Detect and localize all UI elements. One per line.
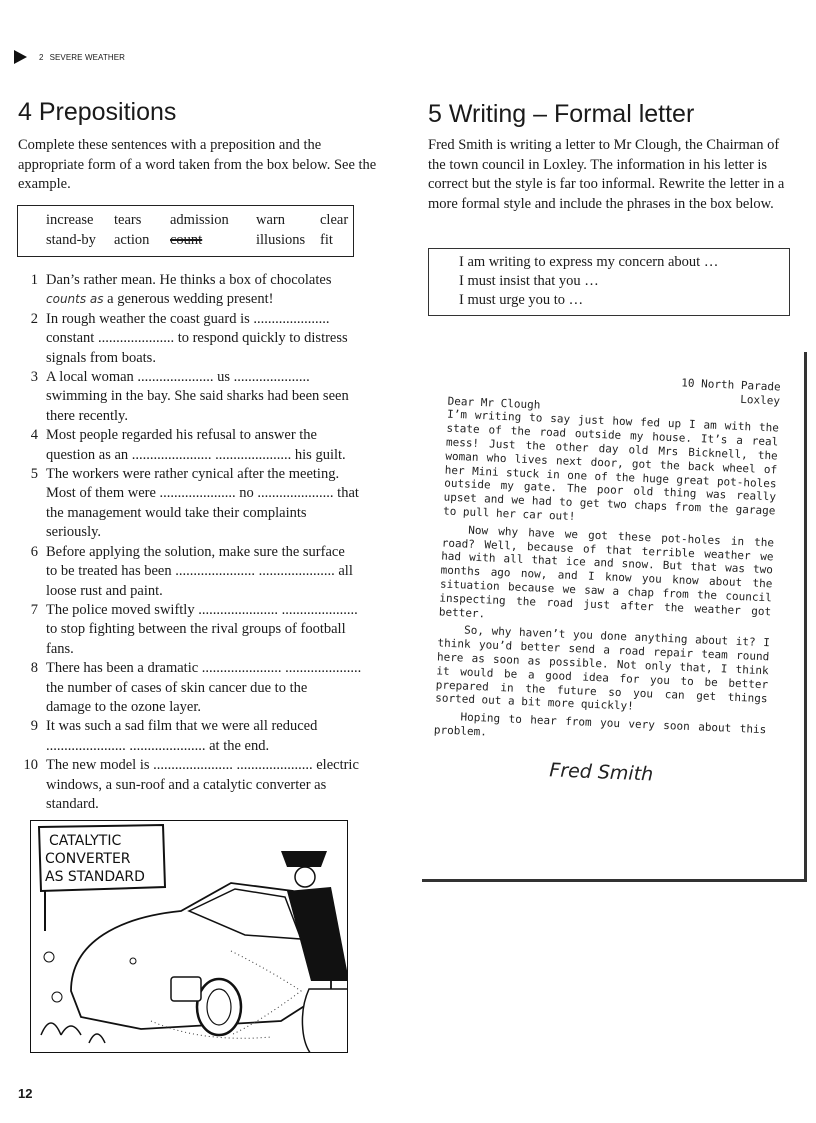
woman-figure bbox=[302, 989, 348, 1053]
item-line: The new model is ...................... ..................... electric bbox=[46, 757, 359, 774]
item-number: 3 bbox=[30, 369, 38, 386]
item-line: windows, a sun-roof and a catalytic converter as bbox=[46, 776, 327, 793]
box-word: illusions bbox=[256, 232, 306, 248]
item-line: The police moved swiftly ...................... ..................... bbox=[46, 601, 358, 618]
sign-line: CATALYTIC bbox=[49, 833, 122, 849]
item-line: Most people regarded his refusal to answer the bbox=[46, 427, 317, 444]
item-line: the number of cases of skin cancer due to the bbox=[46, 679, 308, 696]
item-line: loose rust and paint. bbox=[46, 582, 163, 599]
section5-intro: Fred Smith is writing a letter to Mr Clough, the Chairman of the town council in Loxley. The information in his letter is correct but the style is far too informal. Rewrite the letter in a more formal style and include the phrases in the box below. bbox=[428, 137, 785, 212]
item-line: standard. bbox=[46, 795, 99, 812]
box-word-crossed-out: count bbox=[170, 232, 203, 248]
letter-shadow-right bbox=[804, 352, 807, 882]
section4-intro: Complete these sentences with a preposition and the appropriate form of a word taken from the box below. See the example. bbox=[18, 137, 377, 192]
item-number: 8 bbox=[30, 660, 38, 677]
box-word: clear bbox=[320, 212, 349, 228]
exercise-item bbox=[18, 271, 378, 310]
letter-greeting: Dear Mr Clough bbox=[447, 394, 541, 412]
item-line: the management would take their complaints bbox=[46, 504, 307, 521]
item-line: to be treated has been ...................... ..................... all bbox=[46, 563, 353, 580]
item-line: damage to the ozone layer. bbox=[46, 698, 202, 715]
item-line: The workers were rather cynical after the meeting. bbox=[46, 466, 340, 483]
sign-line: AS STANDARD bbox=[45, 869, 145, 885]
item-line bbox=[46, 290, 378, 309]
flower bbox=[44, 952, 54, 962]
item-number: 9 bbox=[30, 718, 38, 735]
item-line: Dan’s rather mean. He thinks a box of chocolates bbox=[46, 272, 332, 288]
exercise-item bbox=[18, 310, 378, 368]
box-word: admission bbox=[170, 212, 229, 228]
item-line: there recently. bbox=[46, 407, 128, 424]
item-line: question as an ...................... ..................... his guilt. bbox=[46, 446, 346, 463]
phrase: I must urge you to … bbox=[459, 292, 584, 309]
exercise-item bbox=[18, 717, 378, 756]
unit-title: SEVERE WEATHER bbox=[49, 52, 126, 62]
letter-signature: Fred Smith bbox=[548, 758, 654, 786]
item-line: seriously. bbox=[46, 524, 102, 541]
letter-address-line: 10 North Parade bbox=[681, 376, 781, 394]
page-number: 12 bbox=[18, 1086, 33, 1101]
letter-paragraph: So, why haven’t you done anything about it? I think you’d better send a road repair team round here as soon as possible. Not only that, I think it would be a good idea for you to be better prepared in the future so you can get things sorted out a bit more quickly! bbox=[434, 623, 771, 714]
item-number: 5 bbox=[30, 466, 38, 483]
exercise-item bbox=[18, 465, 378, 543]
exercise-item bbox=[18, 368, 378, 426]
box-word: increase bbox=[46, 212, 94, 228]
item-line: ...................... ..................... at the end. bbox=[46, 737, 270, 754]
word-box-row-1 bbox=[46, 212, 348, 229]
letter-paragraph: I’m writing to say just how fed up I am with the state of the road outside my house. It’s a real mess! Just the other day old Mrs Bicknell, the woman who lives next door, got the back wheel of her Mini stuck in one of the huge great pot-holes outside my gate. The poor old thing was really upset and we had to get two chaps from the garage to pull her car out! bbox=[442, 408, 780, 524]
letter-paragraph: Now why have we got these pot-holes in the road? Well, because of that terrible weather we had with all that ice and snow. But that was two months ago now, and I know you know about the situation because we saw a chap from the council inspecting the road just after the weather got better. bbox=[438, 523, 775, 620]
item-number: 1 bbox=[30, 272, 38, 288]
car-wheel bbox=[197, 979, 241, 1035]
item-number: 6 bbox=[30, 543, 38, 560]
item-number: 7 bbox=[30, 601, 38, 618]
letter-paragraph: Hoping to hear from you very soon about this problem. bbox=[433, 710, 767, 739]
item-line: fans. bbox=[46, 640, 74, 657]
item-line: It was such a sad film that we were all reduced bbox=[46, 718, 318, 735]
unit-number: 2 bbox=[39, 52, 44, 62]
box-word: stand-by bbox=[46, 232, 96, 248]
man-hat bbox=[281, 851, 327, 867]
phrase-box bbox=[428, 248, 790, 316]
section5-title: 5 Writing – Formal letter bbox=[428, 100, 695, 128]
item-line: constant ..................... to respond quickly to distress bbox=[46, 330, 348, 347]
box-word: tears bbox=[114, 212, 142, 228]
box-word: warn bbox=[256, 212, 285, 228]
item-number: 2 bbox=[30, 310, 38, 327]
sign-line: CONVERTER bbox=[45, 851, 131, 867]
item-number: 4 bbox=[30, 427, 38, 444]
flowers bbox=[41, 1023, 105, 1043]
letter-sheet bbox=[412, 346, 804, 886]
item-line: A local woman ..................... us ..................... bbox=[46, 369, 310, 386]
item-line: signals from boats. bbox=[46, 349, 156, 366]
letter-shadow-bottom bbox=[422, 879, 807, 882]
item-line: Most of them were ..................... no ..................... that bbox=[46, 485, 359, 502]
cartoon-drawing bbox=[31, 821, 348, 1053]
cartoon-illustration bbox=[30, 820, 348, 1053]
letter-address-line: Loxley bbox=[740, 392, 781, 408]
exercise-item bbox=[18, 543, 378, 601]
flower bbox=[52, 992, 62, 1002]
exercise-item bbox=[18, 426, 378, 465]
box-word: fit bbox=[320, 232, 333, 248]
exercise-item bbox=[18, 601, 378, 659]
car-headlight bbox=[171, 977, 201, 1001]
triangle-arrow-icon bbox=[14, 50, 27, 64]
item-line: Before applying the solution, make sure the surface bbox=[46, 543, 345, 560]
box-word: action bbox=[114, 232, 150, 248]
exercise-list bbox=[18, 271, 378, 814]
man-head bbox=[295, 867, 315, 887]
item-number: 10 bbox=[23, 757, 38, 774]
exercise-item bbox=[18, 756, 378, 814]
word-box-row-2 bbox=[46, 232, 333, 249]
item-line: There has been a dramatic ...................... ..................... bbox=[46, 660, 362, 677]
example-answer: counts as bbox=[46, 292, 104, 307]
word-box bbox=[17, 205, 354, 257]
exercise-item bbox=[18, 659, 378, 717]
item-line-rest: a generous wedding present! bbox=[103, 291, 274, 308]
item-line: swimming in the bay. She said sharks had been seen bbox=[46, 388, 349, 405]
section4-title: 4 Prepositions bbox=[18, 98, 177, 126]
unit-header bbox=[14, 50, 125, 64]
phrase: I am writing to express my concern about … bbox=[459, 254, 719, 270]
informal-letter bbox=[434, 346, 807, 883]
phrase: I must insist that you … bbox=[459, 273, 599, 290]
item-line: In rough weather the coast guard is ..................... bbox=[46, 310, 330, 327]
item-line: to stop fighting between the rival groups of football bbox=[46, 621, 346, 638]
